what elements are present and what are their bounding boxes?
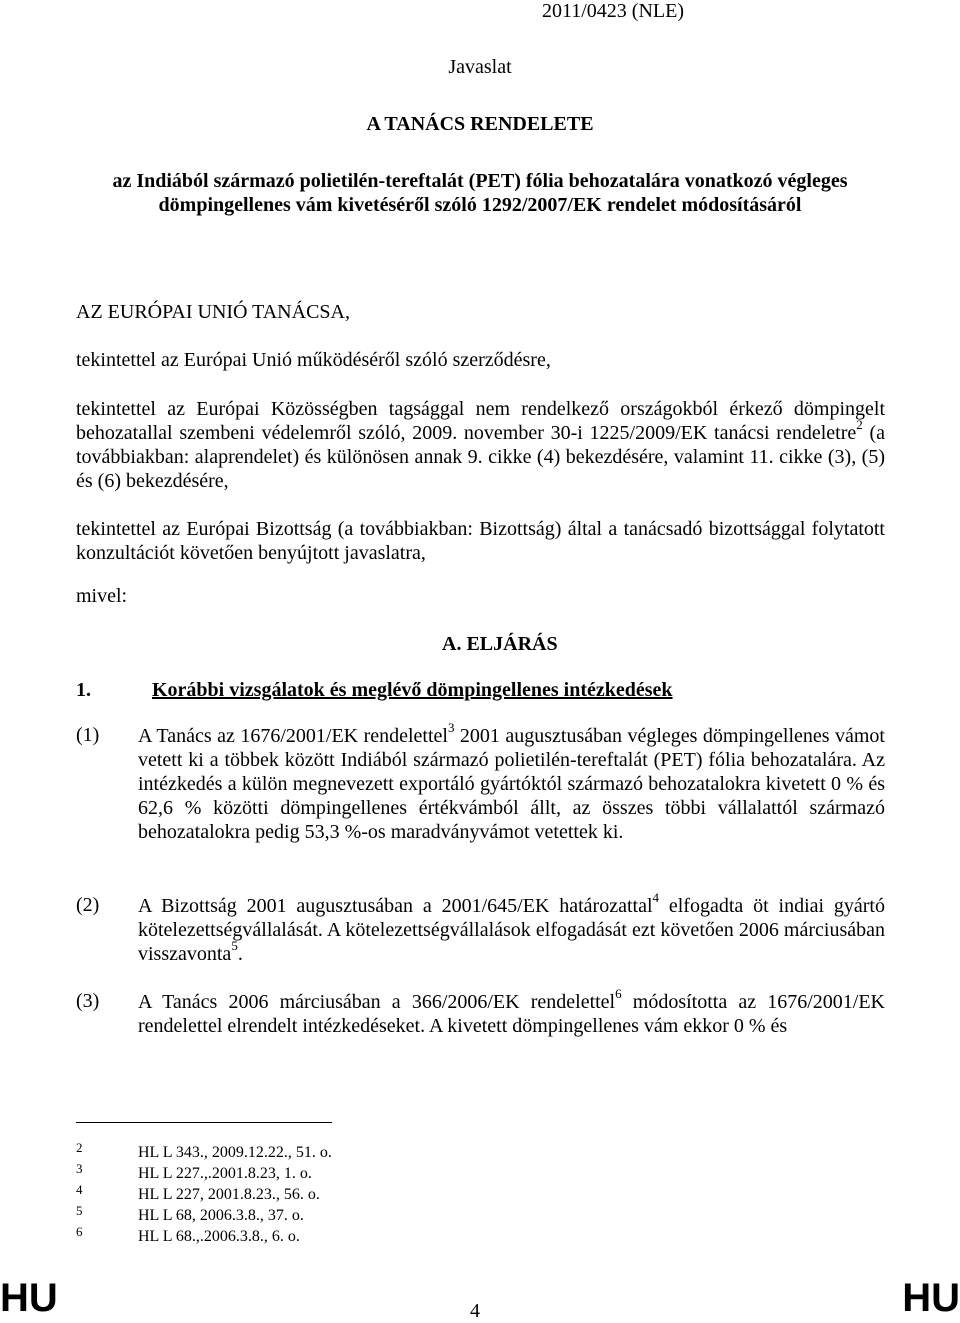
- footnote-ref[interactable]: 2: [856, 417, 863, 433]
- footnote-number: 3: [76, 1161, 83, 1176]
- language-code-right: HU: [902, 1276, 960, 1320]
- language-code-left: HU: [0, 1276, 58, 1320]
- recital-treaty: tekintettel az Európai Unió működéséről szóló szerződésre,: [76, 349, 551, 371]
- footnote-separator: [76, 1122, 332, 1123]
- footnote-text: HL L 68, 2006.3.8., 37. o.: [138, 1207, 304, 1224]
- subsection-number: 1.: [76, 679, 91, 701]
- paragraph-2: [138, 890, 885, 966]
- page-number: 4: [470, 1300, 480, 1322]
- footnote-text: HL L 227.,.2001.8.23, 1. o.: [138, 1165, 312, 1182]
- proposal-label: Javaslat: [448, 56, 512, 78]
- footnote-ref[interactable]: 6: [615, 986, 622, 1002]
- section-heading: A. ELJÁRÁS: [442, 633, 558, 655]
- footnote-text: HL L 227, 2001.8.23., 56. o.: [138, 1186, 320, 1203]
- paragraph-text-cont: elfogadta öt indiai gyártó kötelezettségvállalását. A kötelezettségvállalások elfogadását ezt követően 2006 márciusában visszavonta: [138, 895, 885, 965]
- recital-commission-proposal: tekintettel az Európai Bizottság (a továbbiakban: Bizottság) által a tanácsadó bizottsággal folytatott konzultációt követően benyújtott javaslatra,: [76, 518, 885, 564]
- paragraph-number: (2): [76, 894, 100, 916]
- footnote-number: 4: [76, 1182, 83, 1197]
- subsection-title: Korábbi vizsgálatok és meglévő dömpingellenes intézkedések: [152, 679, 673, 701]
- recital-text-cont: (a továbbiakban: alaprendelet) és különösen annak 9. cikke (4) bekezdésére, valamint 11. cikke (3), (5) és (6) bekezdésére,: [76, 422, 885, 492]
- footnote-ref[interactable]: 5: [231, 938, 238, 954]
- paragraph-1: [138, 720, 885, 844]
- footnote-number: 6: [76, 1224, 83, 1239]
- paragraph-3: [138, 986, 885, 1038]
- subtitle-line-1: az Indiából származó polietilén-tereftalát (PET) fólia behozatalára vonatkozó végleges: [112, 170, 848, 192]
- whereas-label: mivel:: [76, 585, 128, 607]
- document-title: A TANÁCS RENDELETE: [366, 113, 594, 135]
- paragraph-number: (3): [76, 990, 100, 1012]
- paragraph-number: (1): [76, 724, 100, 746]
- recital-basic-regulation: [76, 397, 885, 493]
- footnote-ref[interactable]: 3: [447, 720, 455, 736]
- paragraph-text-end: .: [237, 943, 243, 965]
- footnote-number: 5: [76, 1203, 83, 1218]
- paragraph-text: A Bizottság 2001 augusztusában a 2001/645/EK határozattal: [138, 895, 653, 917]
- document-reference: 2011/0423 (NLE): [541, 0, 684, 22]
- paragraph-text: A Tanács 2006 márciusában a 366/2006/EK rendelettel: [138, 991, 616, 1013]
- paragraph-text-cont: 2001 augusztusában végleges dömpingellenes vámot vetett ki a többek között Indiából származó polietilén-tereftalát (PET) fólia behozatalára. Az intézkedés a külön megnevezett exportáló gyártóktól származó behozatalokra kivetett 0 % és 62,6 % közötti dömpingellenes értékvámból állt, az összes többi vállalattól származó behozatalokra pedig 53,3 %-os maradványvámot vetettek ki.: [138, 725, 885, 843]
- footnote-text: HL L 343., 2009.12.22., 51. o.: [138, 1144, 332, 1161]
- footnote-number: 2: [76, 1140, 83, 1155]
- footnote-text: HL L 68.,.2006.3.8., 6. o.: [138, 1228, 300, 1245]
- footnote-ref[interactable]: 4: [652, 890, 660, 906]
- subtitle-line-2: dömpingellenes vám kivetéséről szóló 1292/2007/EK rendelet módosításáról: [158, 194, 802, 216]
- council-heading: AZ EURÓPAI UNIÓ TANÁCSA,: [76, 301, 350, 323]
- paragraph-text-cont: módosította az 1676/2001/EK rendelettel elrendelt intézkedéseket. A kivetett dömpingellenes vám ekkor 0 % és: [138, 991, 885, 1037]
- recital-text: tekintettel az Európai Közösségben tagsággal nem rendelkező országokból érkező dömpingelt behozatallal szembeni védelemről szóló, 2009. november 30-i 1225/2009/EK tanácsi rendeletre: [76, 398, 885, 444]
- paragraph-text: A Tanács az 1676/2001/EK rendelettel: [138, 725, 448, 747]
